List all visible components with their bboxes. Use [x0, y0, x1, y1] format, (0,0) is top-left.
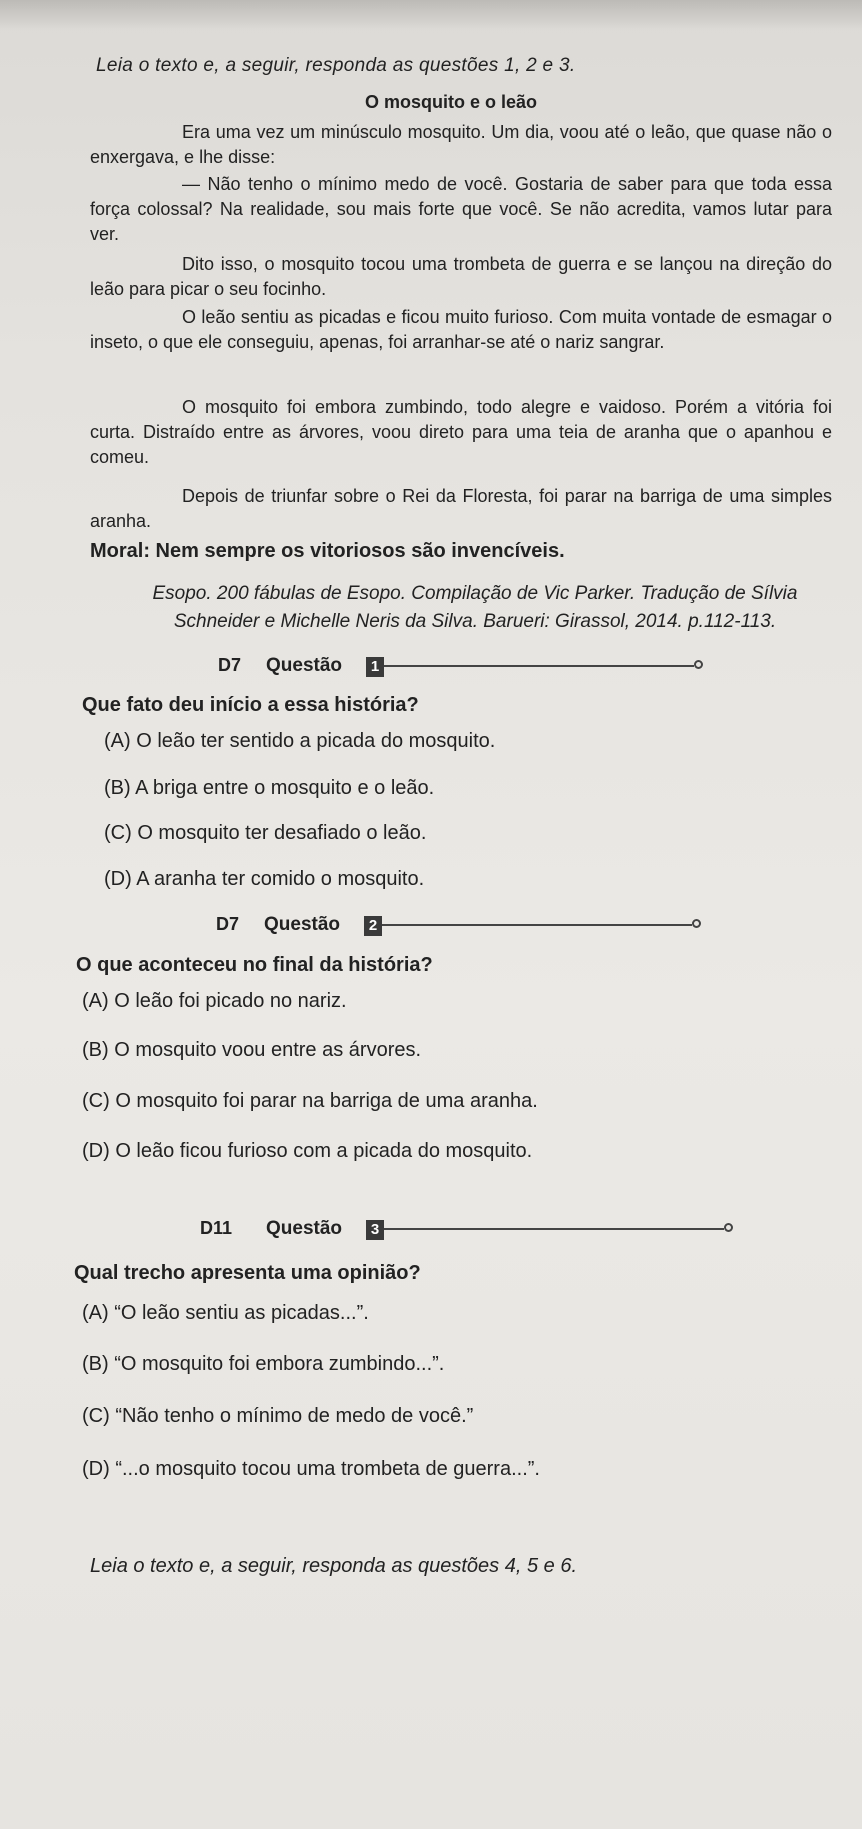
- question-2-option-d[interactable]: (D) O leão ficou furioso com a picada do mosquito.: [82, 1140, 533, 1162]
- question-1-option-c[interactable]: (C) O mosquito ter desafiado o leão.: [104, 822, 427, 844]
- question-2-header: [216, 914, 776, 940]
- story-paragraph-1: Era uma vez um minúsculo mosquito. Um dia, voou até o leão, que quase não o enxergava, e lhe disse:: [90, 122, 832, 167]
- page-shadow: [0, 0, 862, 30]
- question-1-rule: [384, 665, 694, 667]
- question-1-prompt: Que fato deu início a essa história?: [82, 694, 419, 716]
- question-2-option-a[interactable]: (A) O leão foi picado no nariz.: [82, 990, 347, 1012]
- question-2-label: Questão: [264, 914, 341, 935]
- question-1-number: 1: [366, 657, 384, 677]
- question-3-number: 3: [366, 1220, 384, 1240]
- question-3-option-b[interactable]: (B) “O mosquito foi embora zumbindo...”.: [82, 1353, 445, 1375]
- closing-instruction: Leia o texto e, a seguir, responda as questões 4, 5 e 6.: [90, 1555, 578, 1577]
- question-2-prompt: O que aconteceu no final da história?: [76, 954, 433, 976]
- question-3-prompt: Qual trecho apresenta uma opinião?: [74, 1262, 421, 1284]
- question-1-code: D7: [218, 655, 242, 675]
- story-title: O mosquito e o leão: [364, 92, 538, 112]
- question-2-dot-icon: [692, 919, 701, 928]
- intro-instruction: Leia o texto e, a seguir, responda as questões 1, 2 e 3.: [96, 55, 576, 76]
- question-1-label: Questão: [266, 655, 343, 676]
- question-2-number: 2: [364, 916, 382, 936]
- question-1-option-a[interactable]: (A) O leão ter sentido a picada do mosquito.: [104, 730, 496, 752]
- story-paragraph-3: Dito isso, o mosquito tocou uma trombeta de guerra e se lançou na direção do leão para picar o seu focinho.: [90, 254, 832, 299]
- story-moral: Moral: Nem sempre os vitoriosos são invencíveis.: [90, 540, 565, 562]
- question-1-option-b[interactable]: (B) A briga entre o mosquito e o leão.: [104, 777, 435, 799]
- question-3-code: D11: [200, 1218, 233, 1238]
- question-2-option-b[interactable]: (B) O mosquito voou entre as árvores.: [82, 1039, 422, 1061]
- question-3-label: Questão: [266, 1218, 343, 1239]
- story-paragraph-2: — Não tenho o mínimo medo de você. Gostaria de saber para que toda essa força colossal? Na realidade, sou mais forte que você. Se não acredita, vamos lutar para ver.: [90, 174, 832, 244]
- story-paragraph-6: Depois de triunfar sobre o Rei da Floresta, foi parar na barriga de uma simples aranha.: [90, 486, 832, 531]
- question-3-header: [200, 1218, 760, 1244]
- question-3-option-d[interactable]: (D) “...o mosquito tocou uma trombeta de guerra...”.: [82, 1458, 540, 1480]
- question-2-rule: [382, 924, 692, 926]
- question-1-dot-icon: [694, 660, 703, 669]
- question-3-dot-icon: [724, 1223, 733, 1232]
- question-3-option-a[interactable]: (A) “O leão sentiu as picadas...”.: [82, 1302, 369, 1324]
- question-3-option-c[interactable]: (C) “Não tenho o mínimo de medo de você.”: [82, 1405, 474, 1427]
- question-1-header: [218, 655, 778, 681]
- question-2-code: D7: [216, 914, 240, 934]
- question-1-option-d[interactable]: (D) A aranha ter comido o mosquito.: [104, 868, 425, 890]
- story-paragraph-5: O mosquito foi embora zumbindo, todo alegre e vaidoso. Porém a vitória foi curta. Distraído entre as árvores, voou direto para uma teia de aranha que o apanhou e comeu.: [90, 397, 832, 467]
- story-reference: Esopo. 200 fábulas de Esopo. Compilação de Vic Parker. Tradução de Sílvia Schneider e Michelle Neris da Silva. Barueri: Girassol, 2014. p.112-113.: [152, 583, 798, 632]
- question-3-rule: [384, 1228, 724, 1230]
- story-paragraph-4: O leão sentiu as picadas e ficou muito furioso. Com muita vontade de esmagar o inseto, o que ele conseguiu, apenas, foi arranhar-se até o nariz sangrar.: [90, 307, 832, 352]
- question-2-option-c[interactable]: (C) O mosquito foi parar na barriga de uma aranha.: [82, 1090, 538, 1112]
